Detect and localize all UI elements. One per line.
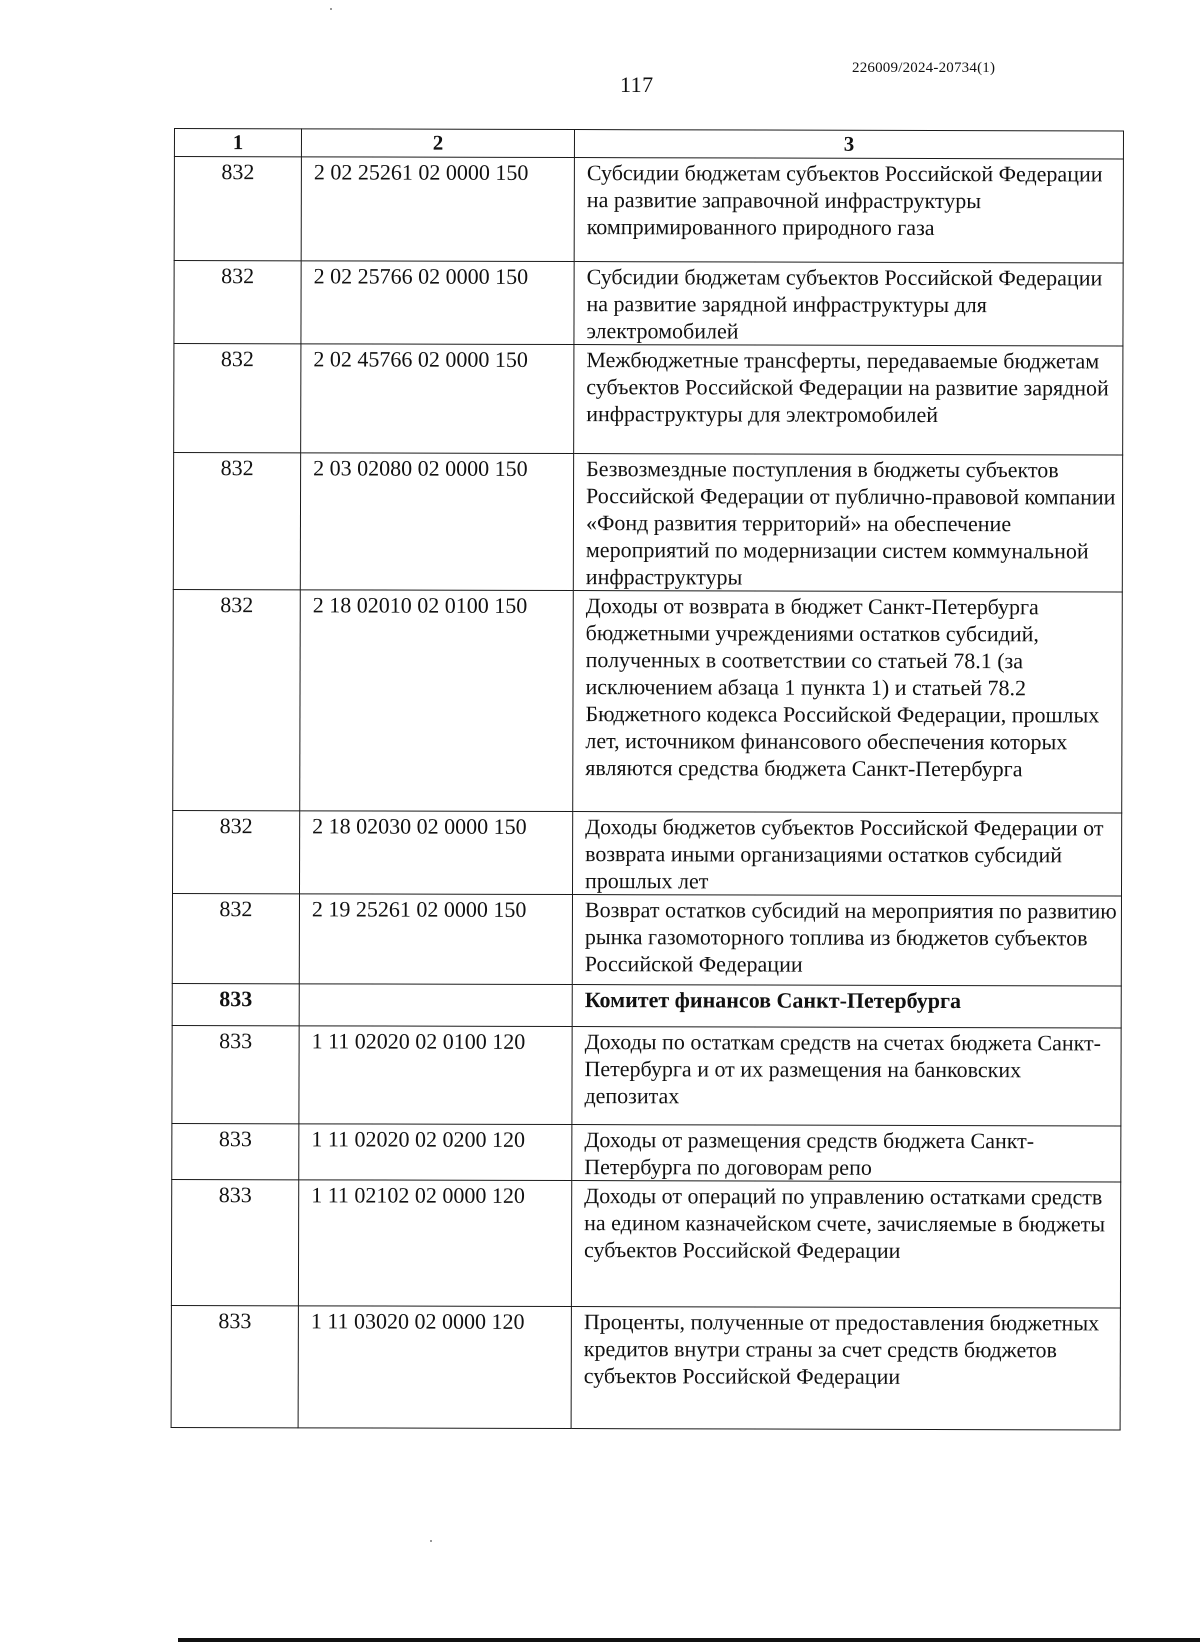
table-row bbox=[172, 810, 1121, 895]
revenue-name-cell: Проценты, полученные от предоставления бюджетных кредитов внутри страны за счет средств бюджетов субъектов Российской Федерации bbox=[571, 1307, 1120, 1430]
scan-speck bbox=[430, 1540, 432, 1542]
table-row bbox=[171, 1179, 1120, 1307]
revenue-name-cell: Доходы бюджетов субъектов Российской Федерации от возврата иными организациями остатков субсидий прошлых лет bbox=[572, 812, 1121, 896]
admin-code-cell: 832 bbox=[173, 589, 301, 810]
revenue-name-cell: Субсидии бюджетам субъектов Российской Федерации на развитие заправочной инфраструктуры компримированного природного газа bbox=[574, 158, 1123, 263]
table-row bbox=[172, 1025, 1121, 1125]
revenue-name-cell: Доходы от размещения средств бюджета Санкт-Петербурга по договорам репо bbox=[572, 1125, 1121, 1182]
column-header-2: 2 bbox=[301, 129, 574, 158]
admin-code-cell: 832 bbox=[172, 810, 299, 893]
budget-classification-code-cell: 2 18 02010 02 0100 150 bbox=[300, 590, 574, 812]
table-row bbox=[174, 344, 1123, 455]
revenue-name-cell: Доходы по остаткам средств на счетах бюджета Санкт-Петербурга и от их размещения на банковских депозитах bbox=[572, 1027, 1121, 1126]
admin-code-cell: 833 bbox=[172, 983, 299, 1025]
budget-classification-code-cell: 2 03 02080 02 0000 150 bbox=[300, 453, 573, 591]
budget-classification-code-cell: 2 18 02030 02 0000 150 bbox=[299, 811, 572, 895]
budget-classification-code-cell: 2 02 25261 02 0000 150 bbox=[301, 157, 574, 262]
budget-classification-code-cell: 2 02 45766 02 0000 150 bbox=[301, 344, 574, 454]
table-row bbox=[174, 261, 1123, 346]
budget-classification-code-cell: 1 11 02020 02 0100 120 bbox=[299, 1026, 572, 1125]
admin-code-cell: 832 bbox=[173, 453, 300, 590]
revenue-name-cell: Возврат остатков субсидий на мероприятия по развитию рынка газомоторного топлива из бюджетов субъектов Российской Федерации bbox=[572, 895, 1121, 986]
admin-code-cell: 833 bbox=[172, 1025, 299, 1123]
scan-speck bbox=[330, 8, 332, 10]
budget-classification-code-cell bbox=[299, 984, 572, 1027]
column-header-3: 3 bbox=[574, 130, 1123, 159]
table-row bbox=[173, 589, 1123, 812]
revenue-name-cell: Доходы от операций по управлению остатками средств на едином казначейском счете, зачисляемые в бюджеты субъектов Российской Федерации bbox=[571, 1181, 1120, 1308]
admin-code-cell: 832 bbox=[174, 261, 301, 344]
table-row bbox=[173, 453, 1122, 592]
revenue-name-cell: Межбюджетные трансферты, передаваемые бюджетам субъектов Российской Федерации на развитие зарядной инфраструктуры для электромобилей bbox=[574, 345, 1123, 455]
revenue-name-cell: Безвозмездные поступления в бюджеты субъектов Российской Федерации от публично-правовой компании «Фонд развития территорий» на обеспечение мероприятий по модернизации систем коммунальной инфраструктуры bbox=[573, 454, 1122, 592]
table-row bbox=[172, 893, 1121, 985]
table-row-section-heading bbox=[172, 983, 1121, 1027]
budget-revenue-table bbox=[171, 128, 1124, 1430]
revenue-name-cell: Субсидии бюджетам субъектов Российской Федерации на развитие зарядной инфраструктуры для электромобилей bbox=[574, 262, 1123, 346]
scan-bottom-edge bbox=[178, 1638, 1200, 1642]
admin-code-cell: 832 bbox=[172, 893, 299, 983]
table-row bbox=[171, 1305, 1120, 1429]
budget-classification-code-cell: 2 02 25766 02 0000 150 bbox=[301, 261, 574, 345]
budget-classification-code-cell: 2 19 25261 02 0000 150 bbox=[299, 894, 572, 985]
table-header-row bbox=[174, 129, 1123, 159]
budget-classification-code-cell: 1 11 02102 02 0000 120 bbox=[298, 1180, 571, 1307]
budget-classification-code-cell: 1 11 02020 02 0200 120 bbox=[299, 1124, 572, 1181]
admin-code-cell: 832 bbox=[174, 344, 301, 453]
revenue-name-cell: Доходы от возврата в бюджет Санкт-Петербурга бюджетными учреждениями остатков субсидий, полученных в соответствии со статьей 78.1 (за исключением абзаца 1 пункта 1) и статьей 78.2 Бюджетного кодекса Российской Федерации, прошлых лет, источником финансового обеспечения которых являются средства бюджета Санкт-Петербурга bbox=[573, 591, 1123, 813]
table-row bbox=[172, 1123, 1121, 1181]
document-registration-number: 226009/2024-20734(1) bbox=[852, 60, 996, 76]
page-number: 117 bbox=[620, 72, 654, 97]
section-heading-cell: Комитет финансов Санкт-Петербурга bbox=[572, 985, 1121, 1028]
admin-code-cell: 833 bbox=[172, 1123, 299, 1179]
budget-classification-code-cell: 1 11 03020 02 0000 120 bbox=[298, 1306, 571, 1429]
admin-code-cell: 832 bbox=[174, 157, 301, 261]
admin-code-cell: 833 bbox=[171, 1305, 298, 1427]
column-header-1: 1 bbox=[174, 129, 301, 157]
admin-code-cell: 833 bbox=[171, 1179, 298, 1305]
table-row bbox=[174, 157, 1123, 263]
